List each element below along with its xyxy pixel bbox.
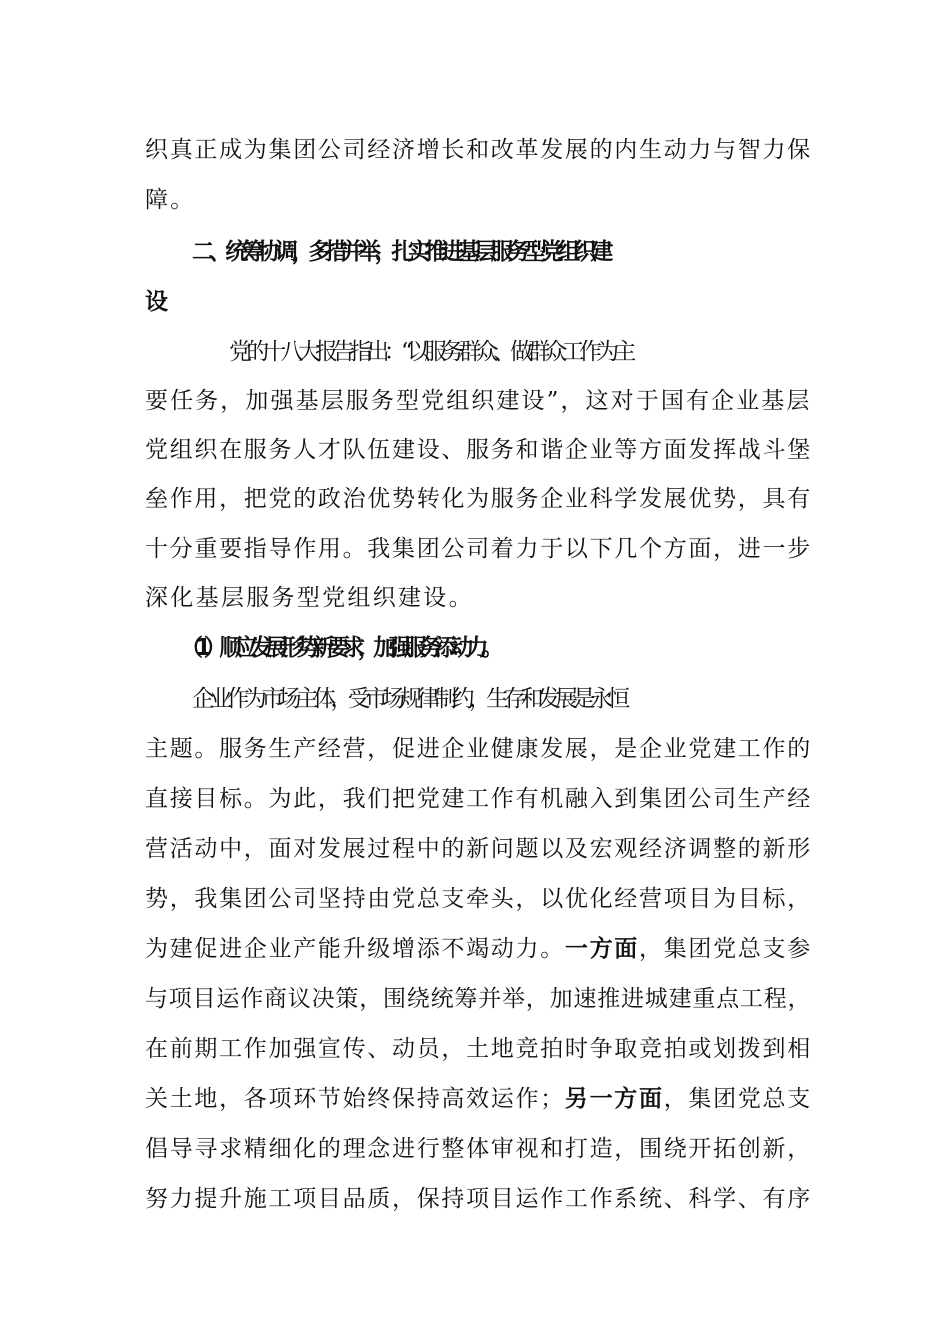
text-run: ，集团党总支 (663, 1086, 812, 1112)
section-heading: 设 (145, 289, 170, 315)
subheading: （1）顺应发展形势新要求，加强服务添动力。 (180, 635, 497, 661)
paragraph-line (145, 1079, 812, 1119)
paragraph-line: 十分重要指导作用。我集团公司着力于以下几个方面，进一步 (145, 536, 812, 562)
paragraph-line: 织真正成为集团公司经济增长和改革发展的内生动力与智力保 (145, 137, 812, 163)
section-heading: 二、统筹协调，多措并举，扎实推进基层服务型党组织建 (192, 239, 608, 265)
paragraph-line: 党组织在服务人才队伍建设、服务和谐企业等方面发挥战斗堡 (145, 437, 812, 463)
paragraph-line: 直接目标。为此，我们把党建工作有机融入到集团公司生产经 (145, 786, 812, 812)
paragraph-line: 营活动中，面对发展过程中的新问题以及宏观经济调整的新形 (145, 836, 812, 862)
paragraph-line: 障。 (145, 187, 196, 213)
paragraph-line: 与项目运作商议决策，围绕统筹并举，加速推进城建重点工程， (145, 986, 812, 1012)
paragraph-line: 努力提升施工项目品质，保持项目运作工作系统、科学、有序 (145, 1186, 812, 1212)
text-run: ，集团党总支参 (639, 936, 812, 962)
paragraph-line: 主题。服务生产经营，促进企业健康发展，是企业党建工作的 (145, 736, 812, 762)
paragraph-line: 垒作用，把党的政治优势转化为服务企业科学发展优势，具有 (145, 486, 812, 512)
paragraph-line: 要任务，加强基层服务型党组织建设”，这对于国有企业基层 (145, 388, 812, 414)
paragraph-line: 企业作为市场主体，受市场规律制约，生存和发展是永恒 (192, 686, 625, 712)
emphasis-text: 另一方面 (564, 1086, 664, 1112)
paragraph-line (145, 929, 812, 969)
paragraph-line: 势，我集团公司坚持由党总支牵头，以优化经营项目为目标， (145, 886, 812, 912)
paragraph-line: 在前期工作加强宣传、动员，土地竞拍时争取竞拍或划拨到相 (145, 1036, 812, 1062)
text-run: 为建促进企业产能升级增添不竭动力。 (145, 936, 565, 962)
paragraph-line: 倡导寻求精细化的理念进行整体审视和打造，围绕开拓创新， (145, 1136, 812, 1162)
emphasis-text: 一方面 (564, 936, 640, 962)
paragraph-line: 深化基层服务型党组织建设。 (145, 585, 474, 611)
text-run: 关土地，各项环节始终保持高效运作； (145, 1086, 565, 1112)
paragraph-line: 党的十八大报告指出：“以服务群众、做群众工作为主 (229, 339, 631, 365)
